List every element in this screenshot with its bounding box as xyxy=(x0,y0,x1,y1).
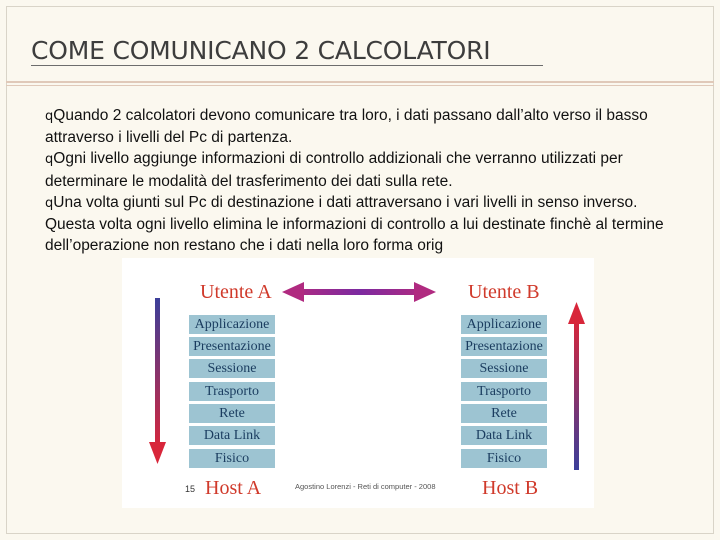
paragraph-text: Ogni livello aggiunge informazioni di controllo addizionali che verranno utilizzati per determinare le modalità del trasferimento dei dati sulla rete. xyxy=(45,150,623,190)
layer-a-presentazione: Presentazione xyxy=(189,337,275,356)
double-arrow-icon xyxy=(282,282,436,302)
layer-b-sessione: Sessione xyxy=(461,359,547,378)
divider-line-secondary xyxy=(6,85,714,86)
title-underline xyxy=(31,65,543,66)
user-a-label: Utente A xyxy=(200,281,272,303)
layer-a-applicazione: Applicazione xyxy=(189,315,275,334)
layer-a-rete: Rete xyxy=(189,404,275,423)
bullet-paragraph-1 xyxy=(45,105,685,148)
slide-title: COME COMUNICANO 2 CALCOLATORI xyxy=(31,36,491,65)
paragraph-text: Quando 2 calcolatori devono comunicare tra loro, i dati passano dall’alto verso il basso attraverso i livelli del Pc di partenza. xyxy=(45,107,648,147)
layer-b-fisico: Fisico xyxy=(461,449,547,468)
checkbox-bullet-icon: q xyxy=(45,195,54,211)
layer-a-sessione: Sessione xyxy=(189,359,275,378)
divider-line xyxy=(6,81,714,83)
checkbox-bullet-icon: q xyxy=(45,152,54,168)
layer-b-data-link: Data Link xyxy=(461,426,547,445)
layer-b-presentazione: Presentazione xyxy=(461,337,547,356)
osi-diagram xyxy=(122,258,594,508)
checkbox-bullet-icon: q xyxy=(45,109,54,124)
page-number: 15 xyxy=(185,484,196,494)
bullet-paragraph-2 xyxy=(45,148,685,191)
slide-body xyxy=(45,105,685,256)
layer-b-applicazione: Applicazione xyxy=(461,315,547,334)
paragraph-text: Una volta giunti sul Pc di destinazione i dati attraversano i vari livelli in senso inverso. Questa volta ogni livello elimina le informazioni di controllo a lui destinate finchè al termine dell’operazione non restano che i dati nella loro forma orig xyxy=(45,193,664,255)
user-b-label: Utente B xyxy=(468,281,540,303)
host-a-label: Host A xyxy=(205,477,262,499)
up-arrow-icon xyxy=(568,302,585,470)
layer-a-trasporto: Trasporto xyxy=(189,382,275,401)
down-arrow-icon xyxy=(149,298,166,464)
layer-b-rete: Rete xyxy=(461,404,547,423)
layer-a-fisico: Fisico xyxy=(189,449,275,468)
credit-text: Agostino Lorenzi - Reti di computer - 2008 xyxy=(295,482,436,491)
bullet-paragraph-3 xyxy=(45,192,685,257)
layer-b-trasporto: Trasporto xyxy=(461,382,547,401)
layer-a-data-link: Data Link xyxy=(189,426,275,445)
host-b-label: Host B xyxy=(482,477,539,499)
